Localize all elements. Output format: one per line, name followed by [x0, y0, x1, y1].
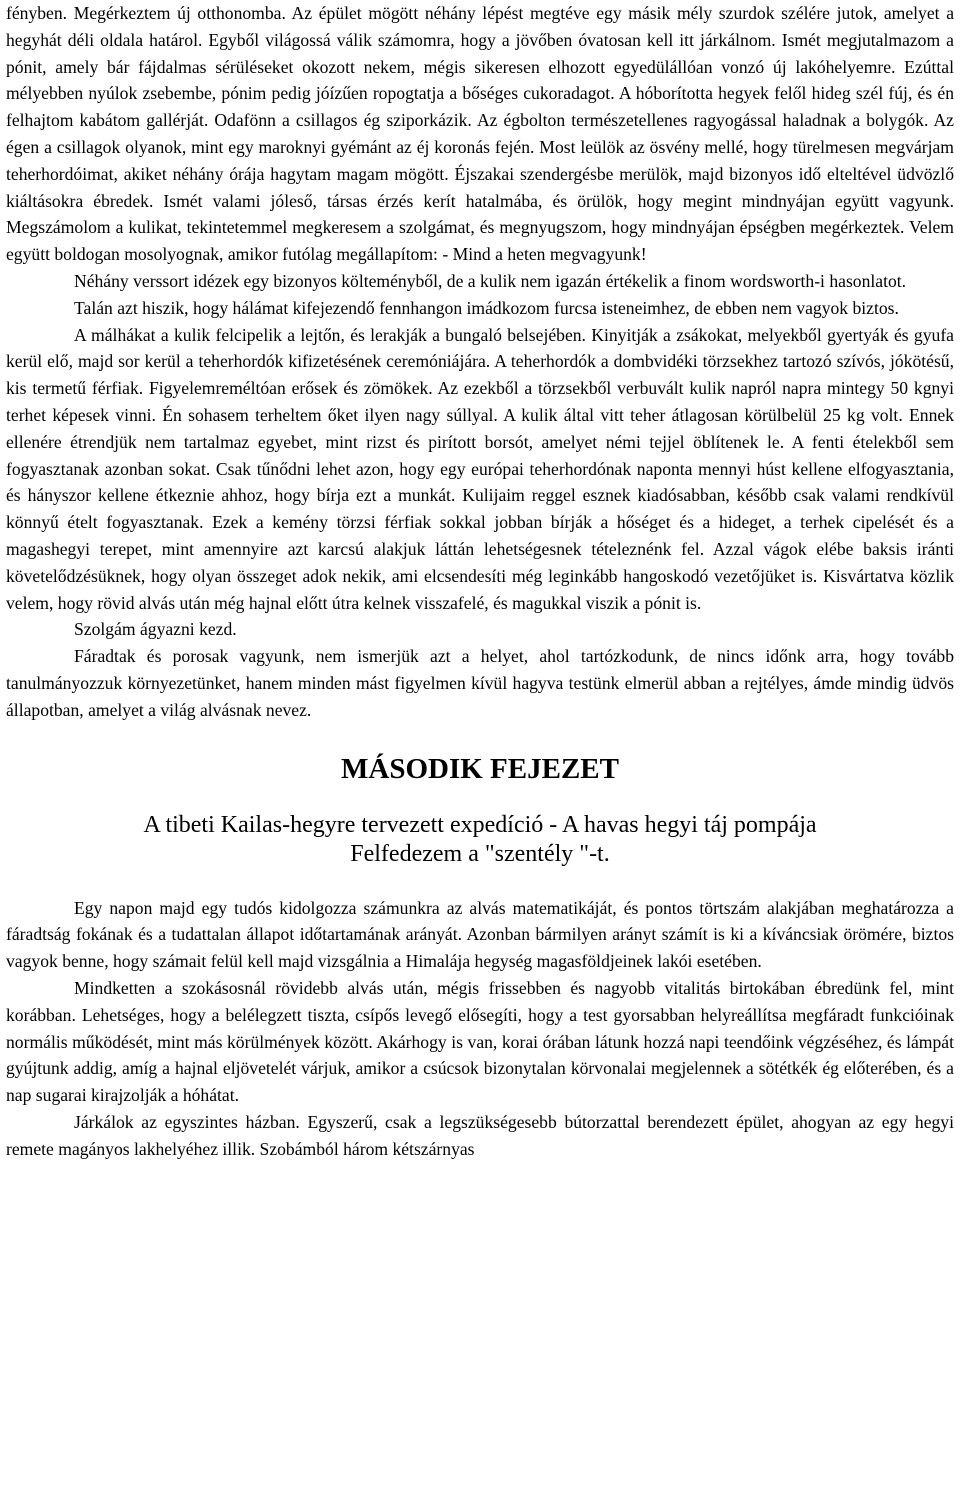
paragraph: Szolgám ágyazni kezd. [74, 619, 237, 640]
chapter-subtitle-line: A tibeti Kailas-hegyre tervezett expedíció - A havas hegyi táj pompája [143, 811, 817, 838]
chapter-subtitle [6, 811, 954, 869]
document-page [6, 0, 954, 1162]
paragraph: Néhány verssort idézek egy bizonyos költeményből, de a kulik nem igazán értékelik a finom wordsworth-i hasonlatot. [74, 270, 907, 291]
paragraph: Mindketten a szokásosnál rövidebb alvás után, mégis frissebben és nagyobb vitalitás birtokában ébredünk fel, mint korábban. Lehetséges, hogy a belélegzett tiszta, csípős levegő elősegíti, hogy a test gyorsabban helyreállítsa megfáradt funkcióinak normális működését, mint más körülmények között. Akárhogy is van, korai órában látunk hozzá napi teendőink végzéséhez, és lámpát gyújtunk addig, amíg a hajnal eljövetelét várjuk, amikor a csúcsok bizonytalan körvonalai megjelennek a sötétkék ég előterében, és a nap sugarai kirajzolják a hóhátat. [6, 977, 954, 1106]
paragraph: Talán azt hiszik, hogy hálámat kifejezendő fennhangon imádkozom furcsa isteneimhez, de ebben nem vagyok biztos. [74, 297, 899, 318]
paragraph: A málhákat a kulik felcipelik a lejtőn, és lerakják a bungaló belsejében. Kinyitják a zsákokat, melyekből gyertyák és gyufa kerül elő, majd sor kerül a teherhordók kifizetésének ceremóniájára. A teherhordók a dombvidéki törzsekhez tartozó szívós, jókötésű, kis termetű férfiak. Figyelemreméltóan erősek és zömökek. Az ezekből a törzsekből verbuvált kulik napról napra mintegy 50 kgnyi terhet képesek vinni. Én sohasem terheltem őket ilyen nagy súllyal. A kulik által vitt teher átlagosan körülbelül 25 kg volt. Ennek ellenére étrendjük nem tartalmaz egyebet, mint rizst és pirított borsót, amelyet némi tejjel öblítenek le. A fenti ételekből sem fogyasztanak azonban sokat. Csak tűnődni lehet azon, hogy egy európai teherhordónak naponta mennyi húst kellene elfogyasztania, és hányszor kellene étkeznie ahhoz, hogy bírja ezt a munkát. Kulijaim reggel esznek kiadósabban, később csak valami rendkívül könnyű ételt fogyasztanak. Ezek a kemény törzsi férfiak sokkal jobban bírják a hőséget és a hideget, a terhek cipelését és a magashegyi terepet, mint amennyire azt karcsú alakjuk láttán lehetségesnek tételeznénk fel. Azzal vágok elébe baksis iránti követelődzésüknek, hogy olyan összeget adok nekik, ami elcsendesíti még leginkább hangoskodó vezetőjüket is. Kisvártatva közlik velem, hogy rövid alvás után még hajnal előtt útra kelnek visszafelé, és magukkal viszik a pónit is. [6, 324, 954, 613]
paragraph: Egy napon majd egy tudós kidolgozza számunkra az alvás matematikáját, és pontos törtszám alakjában meghatározza a fáradtság fokának és a tudattalan állapot időtartamának arányát. Azonban bármilyen arányt számít is ki a kíváncsiak örömére, biztos vagyok benne, hogy számait felül kell majd vizsgálnia a Himalája hegység magasföldjeinek lakói esetében. [6, 897, 954, 972]
chapter-title: MÁSODIK FEJEZET [341, 752, 619, 785]
paragraph: Járkálok az egyszintes házban. Egyszerű, csak a legszükségesebb bútorzattal berendezett épület, ahogyan az egy hegyi remete magányos lakhelyéhez illik. Szobámból három kétszárnyas [6, 1111, 954, 1159]
text-before-chapter [6, 0, 954, 724]
text-after-chapter [6, 895, 954, 1163]
chapter-subtitle-line: Felfedezem a "szentély "-t. [350, 840, 610, 867]
paragraph: Fáradtak és porosak vagyunk, nem ismerjük azt a helyet, ahol tartózkodunk, de nincs időnk arra, hogy tovább tanulmányozzuk környezetünket, hanem minden mást figyelmen kívül hagyva testünk elmerül abban a rejtélyes, ámde mindig üdvös állapotban, amelyet a világ alvásnak nevez. [6, 646, 954, 720]
paragraph: fényben. Megérkeztem új otthonomba. Az épület mögött néhány lépést megtéve egy másik mély szurdok szélére jutok, amelyet a hegyhát déli oldala határol. Egyből világossá válik számomra, hogy a jövőben óvatosan kell itt járkálnom. Ismét megjutalmazom a pónit, amely bár fájdalmas sérüléseket okozott nekem, mégis sikeresen elhozott egyedülállóan vonzó új lakóhelyemre. Ezúttal mélyebben nyúlok zsebembe, pónim pedig jóízűen ropogtatja a bőséges cukoradagot. A hóborította hegyek felől hideg szél fúj, és én felhajtom kabátom gallérját. Odafönn a csillagos ég sziporkázik. Az égbolton természetellenes ragyogással haladnak a bolygók. Az égen a csillagok olyanok, mint egy maroknyi gyémánt az éj koronás fején. Most leülök az ösvény mellé, hogy türelmesen megvárjam teherhordóimat, akiket néhány órája hagytam magam mögött. Éjszakai szendergésbe merülök, majd bizonyos idő elteltével üdvözlő kiáltásokra ébredek. Ismét valami jóleső, társas érzés kerít hatalmába, és örülök, hogy megint mindnyájan együtt vagyunk. Megszámolom a kulikat, tekintetemmel megkeresem a szolgámat, és megnyugszom, hogy mindnyájan épségben megérkeztek. Velem együtt boldogan mosolyognak, amikor futólag megállapítom: - Mind a heten megvagyunk! [6, 3, 954, 265]
